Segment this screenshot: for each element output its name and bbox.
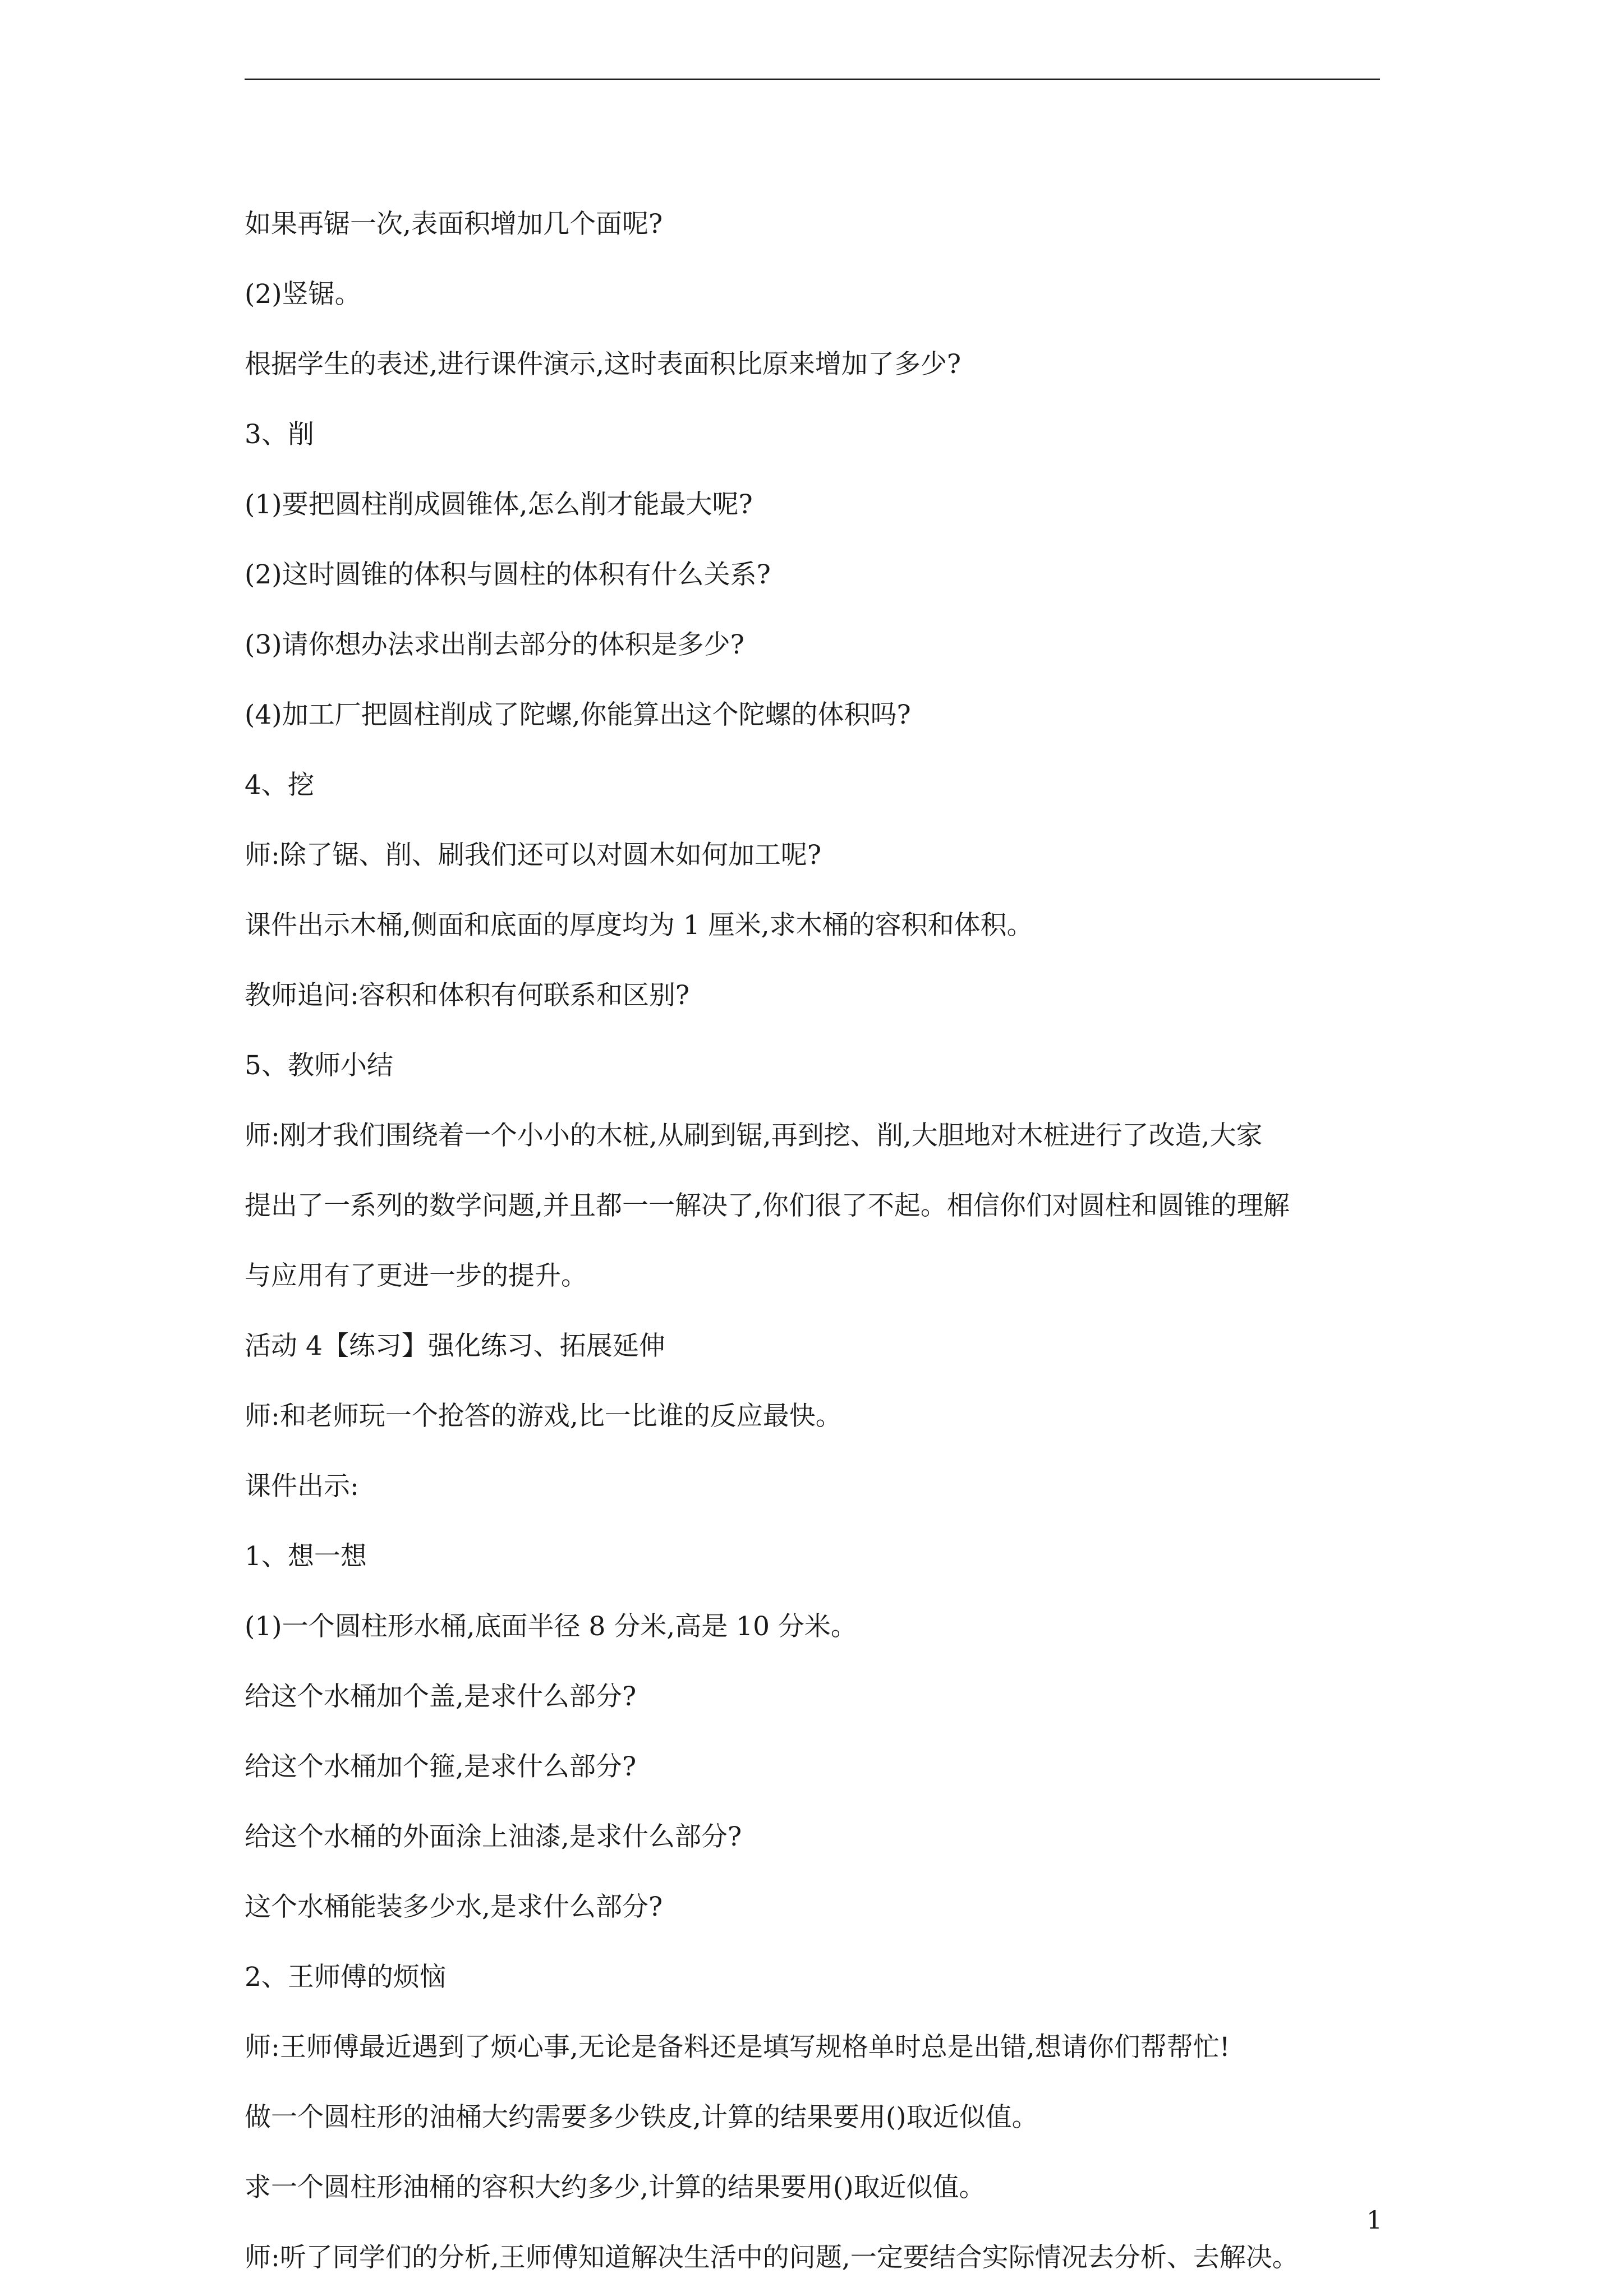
document-body [245, 208, 1389, 2275]
paragraph: 与应用有了更进一步的提升。 [245, 1260, 587, 1291]
paragraph: 做一个圆柱形的油桶大约需要多少铁皮,计算的结果要用()取近似值。 [245, 2102, 1038, 2133]
section-heading: 4、挖 [245, 770, 314, 800]
paragraph: 给这个水桶加个箍,是求什么部分? [245, 1751, 637, 1782]
paragraph: 这个水桶能装多少水,是求什么部分? [245, 1892, 663, 1922]
paragraph: 师:王师傅最近遇到了烦心事,无论是备料还是填写规格单时总是出错,想请你们帮帮忙! [245, 2032, 1230, 2063]
paragraph: (4)加工厂把圆柱削成了陀螺,你能算出这个陀螺的体积吗? [245, 700, 911, 730]
paragraph: 教师追问:容积和体积有何联系和区别? [245, 980, 690, 1011]
header-rule [245, 79, 1380, 80]
paragraph: 师:听了同学们的分析,王师傅知道解决生活中的问题,一定要结合实际情况去分析、去解决。 [245, 2242, 1299, 2273]
paragraph: 根据学生的表述,进行课件演示,这时表面积比原来增加了多少? [245, 349, 961, 380]
paragraph: 课件出示木桶,侧面和底面的厚度均为 1 厘米,求木桶的容积和体积。 [245, 910, 1033, 941]
paragraph: (1)要把圆柱削成圆锥体,怎么削才能最大呢? [245, 489, 753, 520]
paragraph: 师:和老师玩一个抢答的游戏,比一比谁的反应最快。 [245, 1401, 842, 1432]
paragraph: 师:刚才我们围绕着一个小小的木桩,从刷到锯,再到挖、削,大胆地对木桩进行了改造,大家 [245, 1120, 1263, 1151]
page-number: 1 [1367, 2206, 1382, 2235]
paragraph: 给这个水桶的外面涂上油漆,是求什么部分? [245, 1821, 742, 1852]
section-heading: 2、王师傅的烦恼 [245, 1962, 446, 1993]
paragraph: 求一个圆柱形油桶的容积大约多少,计算的结果要用()取近似值。 [245, 2172, 986, 2203]
paragraph: (2)竖锯。 [245, 279, 361, 310]
paragraph: 师:除了锯、削、刷我们还可以对圆木如何加工呢? [245, 840, 822, 871]
section-heading: 3、削 [245, 419, 314, 450]
paragraph: (3)请你想办法求出削去部分的体积是多少? [245, 629, 744, 660]
paragraph: (2)这时圆锥的体积与圆柱的体积有什么关系? [245, 559, 771, 590]
section-heading: 1、想一想 [245, 1541, 367, 1572]
paragraph: 如果再锯一次,表面积增加几个面呢? [245, 209, 663, 240]
paragraph: 给这个水桶加个盖,是求什么部分? [245, 1681, 637, 1712]
section-heading: 5、教师小结 [245, 1050, 393, 1081]
paragraph: (1)一个圆柱形水桶,底面半径 8 分米,高是 10 分米。 [245, 1611, 857, 1642]
paragraph: 课件出示: [245, 1471, 359, 1502]
activity-heading: 活动 4【练习】强化练习、拓展延伸 [245, 1331, 665, 1361]
paragraph: 提出了一系列的数学问题,并且都一一解决了,你们很了不起。相信你们对圆柱和圆锥的理解 [245, 1190, 1290, 1221]
